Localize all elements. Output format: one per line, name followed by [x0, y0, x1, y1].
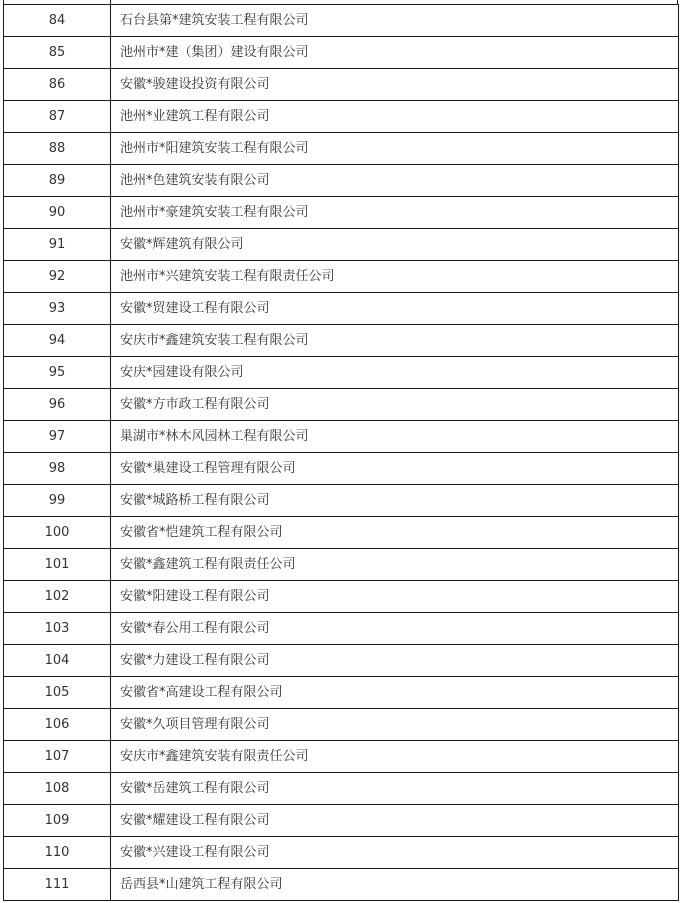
table-row [4, 677, 679, 709]
table-row [4, 709, 679, 741]
company-name-cell: 池州市*豪建筑安装工程有限公司 [111, 197, 679, 229]
row-number-cell: 109 [4, 805, 111, 837]
company-name-cell: 安徽*城路桥工程有限公司 [111, 485, 679, 517]
table-row [4, 389, 679, 421]
company-name-cell: 安徽*贸建设工程有限公司 [111, 293, 679, 325]
company-name-cell: 安徽*方市政工程有限公司 [111, 389, 679, 421]
row-number-cell: 87 [4, 101, 111, 133]
company-name-cell: 池州*业建筑工程有限公司 [111, 101, 679, 133]
company-name-cell: 安徽*辉建筑有限公司 [111, 229, 679, 261]
row-number-cell: 85 [4, 37, 111, 69]
company-name-cell: 安徽*耀建设工程有限公司 [111, 805, 679, 837]
row-number-cell: 93 [4, 293, 111, 325]
row-number-cell: 103 [4, 613, 111, 645]
row-number-cell: 92 [4, 261, 111, 293]
company-name-cell: 安庆*园建设有限公司 [111, 357, 679, 389]
table-row [4, 261, 679, 293]
company-name-cell: 安徽*岳建筑工程有限公司 [111, 773, 679, 805]
table-row [4, 517, 679, 549]
company-name-cell: 池州市*建（集团）建设有限公司 [111, 37, 679, 69]
company-name-cell: 安徽省*恺建筑工程有限公司 [111, 517, 679, 549]
row-number-cell: 96 [4, 389, 111, 421]
company-name-cell: 安徽*鑫建筑工程有限责任公司 [111, 549, 679, 581]
row-number-cell: 104 [4, 645, 111, 677]
row-number-cell: 95 [4, 357, 111, 389]
table-row [4, 37, 679, 69]
table-row [4, 421, 679, 453]
company-name-cell: 安庆市*鑫建筑安装工程有限公司 [111, 325, 679, 357]
table-row [4, 453, 679, 485]
table-row [4, 549, 679, 581]
row-number-cell: 94 [4, 325, 111, 357]
company-name-cell: 池州市*兴建筑安装工程有限责任公司 [111, 261, 679, 293]
company-name-cell: 石台县第*建筑安装工程有限公司 [111, 5, 679, 37]
table-row [4, 133, 679, 165]
company-name-cell: 安徽*力建设工程有限公司 [111, 645, 679, 677]
table-row [4, 773, 679, 805]
table-row [4, 101, 679, 133]
company-name-cell: 池州市*阳建筑安装工程有限公司 [111, 133, 679, 165]
row-number-cell: 97 [4, 421, 111, 453]
table-row [4, 197, 679, 229]
table-row [4, 805, 679, 837]
table-row [4, 165, 679, 197]
table-row [4, 645, 679, 677]
row-number-cell: 108 [4, 773, 111, 805]
table-row [4, 485, 679, 517]
company-name-cell: 巢湖市*林木风园林工程有限公司 [111, 421, 679, 453]
company-list-table [3, 4, 679, 901]
company-name-cell: 安庆市*鑫建筑安装有限责任公司 [111, 741, 679, 773]
company-name-cell: 安徽*春公用工程有限公司 [111, 613, 679, 645]
table-row [4, 69, 679, 101]
company-name-cell: 安徽*巢建设工程管理有限公司 [111, 453, 679, 485]
table-row [4, 581, 679, 613]
row-number-cell: 90 [4, 197, 111, 229]
company-name-cell: 岳西县*山建筑工程有限公司 [111, 869, 679, 901]
company-name-cell: 安徽省*高建设工程有限公司 [111, 677, 679, 709]
table-row [4, 357, 679, 389]
row-number-cell: 86 [4, 69, 111, 101]
row-number-cell: 100 [4, 517, 111, 549]
row-number-cell: 105 [4, 677, 111, 709]
table-row [4, 293, 679, 325]
table-row [4, 613, 679, 645]
table-row [4, 869, 679, 901]
row-number-cell: 106 [4, 709, 111, 741]
table-body [4, 5, 679, 901]
company-list-table-container [3, 4, 678, 901]
company-name-cell: 安徽*骏建设投资有限公司 [111, 69, 679, 101]
company-name-cell: 安徽*兴建设工程有限公司 [111, 837, 679, 869]
table-row [4, 325, 679, 357]
row-number-cell: 99 [4, 485, 111, 517]
company-name-cell: 池州*色建筑安装有限公司 [111, 165, 679, 197]
row-number-cell: 110 [4, 837, 111, 869]
table-row [4, 741, 679, 773]
row-number-cell: 101 [4, 549, 111, 581]
row-number-cell: 89 [4, 165, 111, 197]
company-name-cell: 安徽*久项目管理有限公司 [111, 709, 679, 741]
row-number-cell: 98 [4, 453, 111, 485]
row-number-cell: 102 [4, 581, 111, 613]
row-number-cell: 88 [4, 133, 111, 165]
table-row [4, 229, 679, 261]
row-number-cell: 84 [4, 5, 111, 37]
company-name-cell: 安徽*阳建设工程有限公司 [111, 581, 679, 613]
table-row [4, 837, 679, 869]
table-row [4, 5, 679, 37]
row-number-cell: 111 [4, 869, 111, 901]
row-number-cell: 107 [4, 741, 111, 773]
row-number-cell: 91 [4, 229, 111, 261]
